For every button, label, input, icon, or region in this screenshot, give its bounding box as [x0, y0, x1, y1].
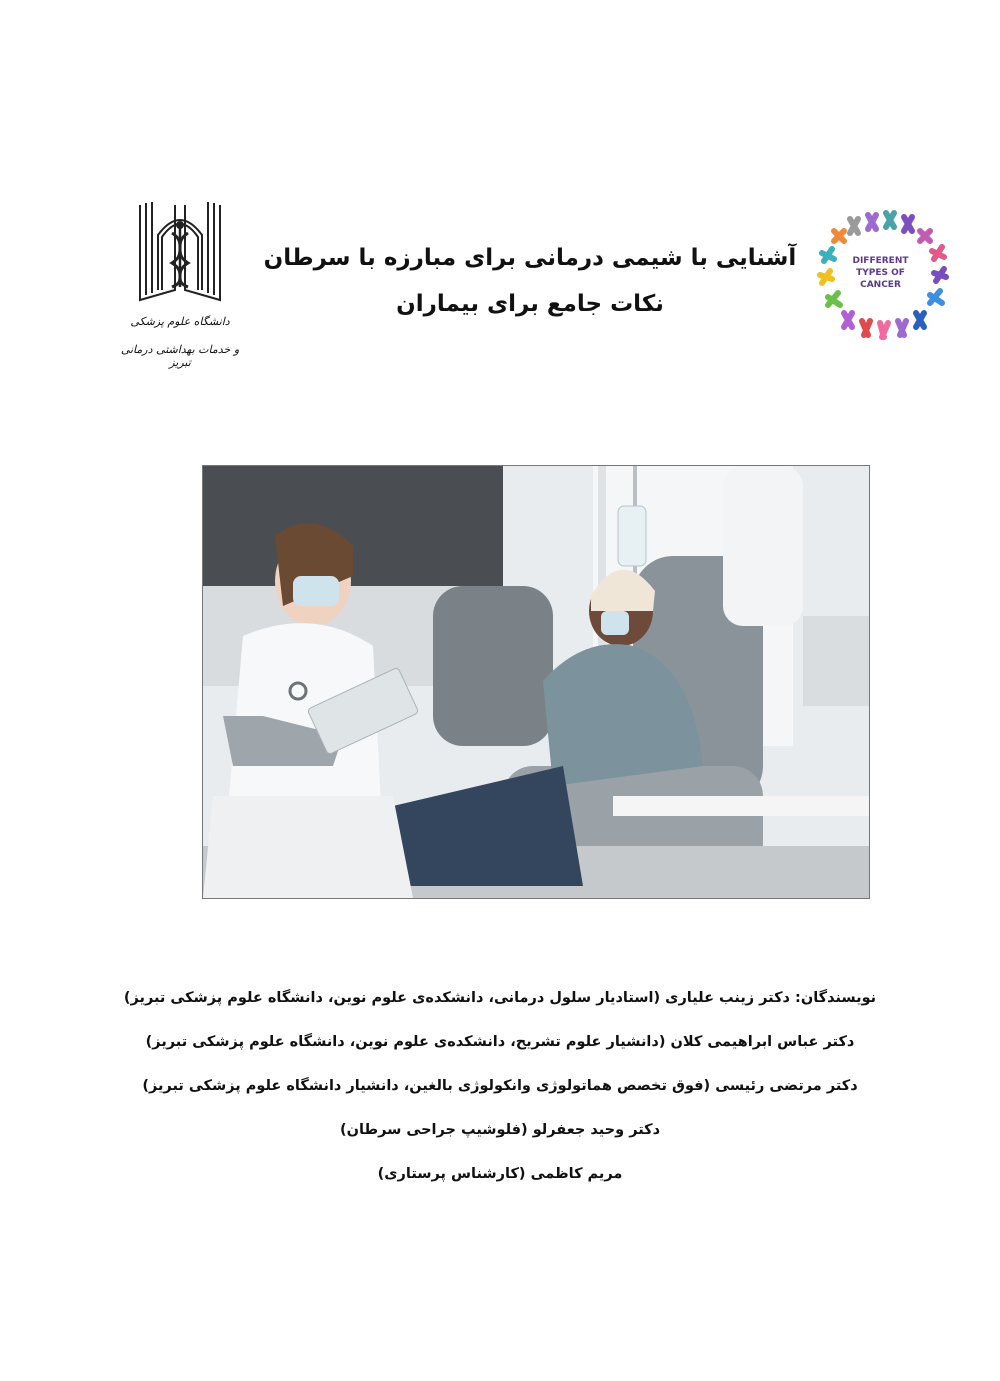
cancer-logo-text-line1: DIFFERENT: [852, 256, 909, 266]
cancer-ribbons-logo: [808, 203, 953, 348]
cancer-logo-text-line2: TYPES OF: [856, 268, 905, 278]
author-line: نویسندگان: دکتر زینب علیاری (استادیار سلول درمانی، دانشکده‌ی علوم نوین، دانشگاه علوم پزشکی تبریز): [123, 990, 877, 1006]
university-logo: [110, 195, 250, 385]
university-caption-line2: و خدمات بهداشتی درمانی تبریز: [120, 343, 240, 369]
author-line: دکتر وحید جعفرلو (فلوشیپ جراحی سرطان): [339, 1122, 661, 1138]
university-caption-line1: دانشگاه علوم پزشکی: [130, 315, 230, 328]
authors-list: [100, 980, 900, 1200]
author-line: دکتر مرتضی رئیسی (فوق تخصص هماتولوژی وانکولوژی بالغین، دانشیار دانشگاه علوم پزشکی تبریز): [142, 1078, 858, 1094]
chemotherapy-scene-icon: [203, 466, 869, 898]
document-title: [250, 238, 810, 324]
cancer-logo-text-line3: CANCER: [860, 280, 901, 290]
author-line: دکتر عباس ابراهیمی کلان (دانشیار علوم تشریح، دانشکده‌ی علوم نوین، دانشگاه علوم پزشکی تبریز): [145, 1034, 855, 1050]
title-line-1: آشنایی با شیمی درمانی برای مبارزه با سرطان: [263, 245, 797, 271]
university-emblem-icon: [110, 195, 250, 310]
nurse-patient-photo: [202, 465, 870, 899]
author-line: مریم کاظمی (کارشناس پرستاری): [377, 1166, 623, 1182]
cancer-logo-text: [808, 255, 953, 291]
title-line-2: نکات جامع برای بیماران: [396, 291, 664, 317]
